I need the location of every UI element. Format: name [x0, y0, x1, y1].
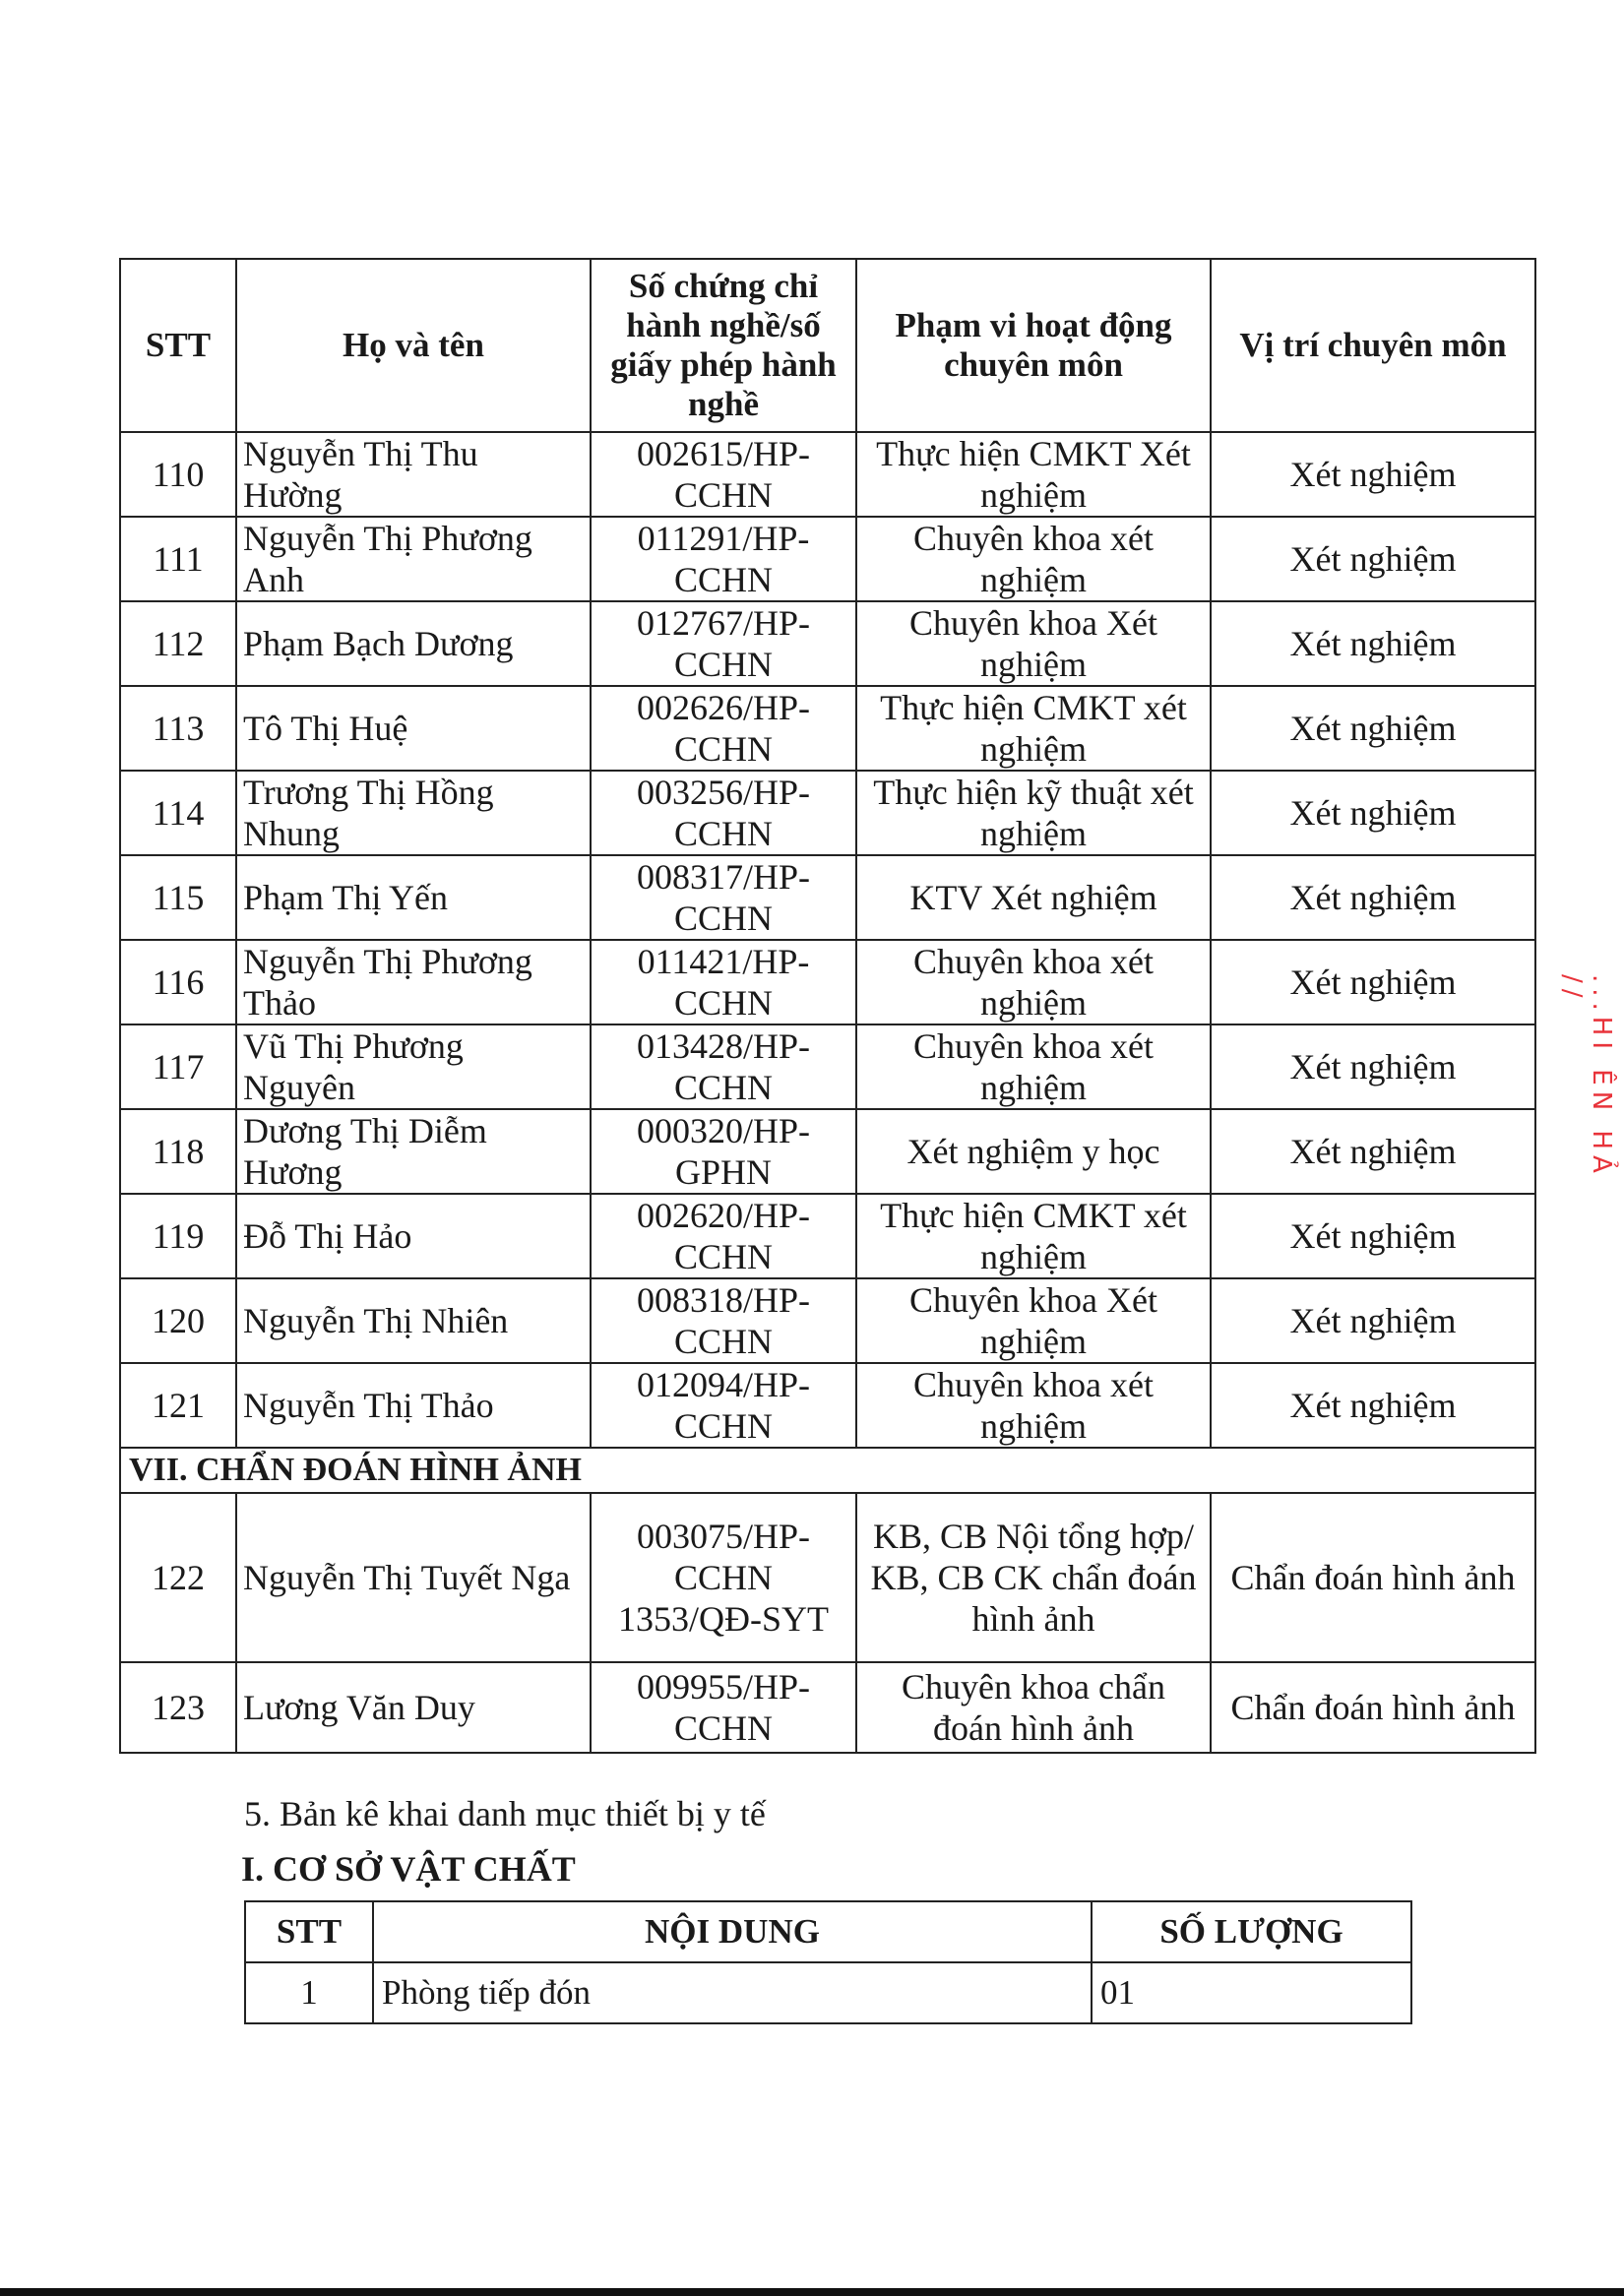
table-row	[120, 517, 1535, 601]
row-stt: 110	[120, 432, 236, 517]
row-position: Chẩn đoán hình ảnh	[1211, 1662, 1535, 1753]
facility-table-header	[245, 1901, 1411, 1962]
row-stt: 113	[120, 686, 236, 771]
table-row	[120, 1278, 1535, 1363]
row-position: Xét nghiệm	[1211, 686, 1535, 771]
row-stt: 111	[120, 517, 236, 601]
scan-edge	[0, 2288, 1624, 2296]
row-name: Nguyễn Thị Phương Thảo	[236, 940, 591, 1024]
row-name: Dương Thị Diễm Hương	[236, 1109, 591, 1194]
row-name: Trương Thị Hồng Nhung	[236, 771, 591, 855]
facility-table	[244, 1900, 1412, 2024]
table-row	[120, 855, 1535, 940]
row-stt: 118	[120, 1109, 236, 1194]
row-cert: 008317/HP-CCHN	[591, 855, 856, 940]
row-cert: 002626/HP-CCHN	[591, 686, 856, 771]
row-scope: Chuyên khoa xét nghiệm	[856, 517, 1211, 601]
table-row	[120, 1493, 1535, 1662]
row-cert: 002620/HP-CCHN	[591, 1194, 856, 1278]
row-cert: 012767/HP-CCHN	[591, 601, 856, 686]
row-stt: 115	[120, 855, 236, 940]
section-row	[120, 1448, 1535, 1493]
header-scope: Phạm vi hoạt động chuyên môn	[856, 259, 1211, 432]
row-stt: 122	[120, 1493, 236, 1662]
row-scope-line: KB, CB Nội tổng hợp/	[872, 1517, 1195, 1556]
header-name: Họ và tên	[236, 259, 591, 432]
facility-heading: I. CƠ SỞ VẬT CHẤT	[241, 1849, 576, 1889]
row-position: Xét nghiệm	[1211, 940, 1535, 1024]
row-position: Xét nghiệm	[1211, 1024, 1535, 1109]
row-position: Xét nghiệm	[1211, 1194, 1535, 1278]
facility-header-qty: SỐ LƯỢNG	[1092, 1901, 1411, 1962]
equipment-list-note: 5. Bản kê khai danh mục thiết bị y tế	[244, 1794, 766, 1833]
table-row	[120, 601, 1535, 686]
section-title: VII. CHẨN ĐOÁN HÌNH ẢNH	[120, 1448, 1535, 1493]
row-cert: 013428/HP-CCHN	[591, 1024, 856, 1109]
facility-header-content: NỘI DUNG	[373, 1901, 1092, 1962]
row-position: Xét nghiệm	[1211, 517, 1535, 601]
row-name: Đỗ Thị Hảo	[236, 1194, 591, 1278]
row-scope: Chuyên khoa xét nghiệm	[856, 1363, 1211, 1448]
row-position: Xét nghiệm	[1211, 771, 1535, 855]
row-position: Xét nghiệm	[1211, 432, 1535, 517]
row-scope: Thực hiện CMKT xét nghiệm	[856, 686, 1211, 771]
row-scope: Thực hiện CMKT xét nghiệm	[856, 1194, 1211, 1278]
facility-row-qty: 01	[1092, 1962, 1411, 2023]
row-stt: 123	[120, 1662, 236, 1753]
table-row	[120, 1109, 1535, 1194]
row-cert: 011291/HP-CCHN	[591, 517, 856, 601]
row-scope: Xét nghiệm y học	[856, 1109, 1211, 1194]
row-cert-line: 003075/HP-CCHN	[636, 1517, 810, 1597]
table-row	[120, 1194, 1535, 1278]
row-cert: 008318/HP-CCHN	[591, 1278, 856, 1363]
row-position: Xét nghiệm	[1211, 1363, 1535, 1448]
row-name: Lương Văn Duy	[236, 1662, 591, 1753]
table-row	[120, 1662, 1535, 1753]
row-stt: 119	[120, 1194, 236, 1278]
row-scope: Chuyên khoa xét nghiệm	[856, 1024, 1211, 1109]
row-scope: Chuyên khoa chẩn đoán hình ảnh	[856, 1662, 1211, 1753]
row-name: Nguyễn Thị Tuyết Nga	[236, 1493, 591, 1662]
facility-header-stt: STT	[245, 1901, 373, 1962]
header-stt: STT	[120, 259, 236, 432]
row-cert: 012094/HP-CCHN	[591, 1363, 856, 1448]
row-cert: 003256/HP-CCHN	[591, 771, 856, 855]
header-cert: Số chứng chỉ hành nghề/số giấy phép hành nghề	[591, 259, 856, 432]
table-row	[120, 1024, 1535, 1109]
table-row	[120, 432, 1535, 517]
row-scope: Chuyên khoa xét nghiệm	[856, 940, 1211, 1024]
row-name: Nguyễn Thị Phương Anh	[236, 517, 591, 601]
row-stt: 121	[120, 1363, 236, 1448]
row-cert: 009955/HP-CCHN	[591, 1662, 856, 1753]
row-cert: 000320/HP-GPHN	[591, 1109, 856, 1194]
row-position: Chẩn đoán hình ảnh	[1211, 1493, 1535, 1662]
table-row	[120, 940, 1535, 1024]
row-scope-line: KB, CB CK chẩn đoán hình ảnh	[870, 1558, 1197, 1639]
row-cert-line: 1353/QĐ-SYT	[618, 1599, 829, 1639]
row-name: Tô Thị Huệ	[236, 686, 591, 771]
row-stt: 117	[120, 1024, 236, 1109]
row-name: Phạm Thị Yến	[236, 855, 591, 940]
header-position: Vị trí chuyên môn	[1211, 259, 1535, 432]
staff-table-header	[120, 259, 1535, 432]
row-scope: KTV Xét nghiệm	[856, 855, 1211, 940]
row-cert: 002615/HP-CCHN	[591, 432, 856, 517]
row-name: Nguyễn Thị Thu Hường	[236, 432, 591, 517]
row-position: Xét nghiệm	[1211, 855, 1535, 940]
staff-table	[119, 258, 1536, 1754]
row-cert: 011421/HP-CCHN	[591, 940, 856, 1024]
row-stt: 114	[120, 771, 236, 855]
row-name: Vũ Thị Phương Nguyên	[236, 1024, 591, 1109]
table-row	[120, 1363, 1535, 1448]
row-stt: 116	[120, 940, 236, 1024]
row-name: Nguyễn Thị Thảo	[236, 1363, 591, 1448]
facility-row-content: Phòng tiếp đón	[373, 1962, 1092, 2023]
facility-row-stt: 1	[245, 1962, 373, 2023]
row-position: Xét nghiệm	[1211, 601, 1535, 686]
row-name: Phạm Bạch Dương	[236, 601, 591, 686]
table-row	[120, 771, 1535, 855]
row-stt: 112	[120, 601, 236, 686]
row-cert	[591, 1493, 856, 1662]
row-position: Xét nghiệm	[1211, 1278, 1535, 1363]
row-position: Xét nghiệm	[1211, 1109, 1535, 1194]
row-scope: Thực hiện CMKT Xét nghiệm	[856, 432, 1211, 517]
row-scope	[856, 1493, 1211, 1662]
row-scope: Chuyên khoa Xét nghiệm	[856, 1278, 1211, 1363]
table-row	[120, 686, 1535, 771]
table-row	[245, 1962, 1411, 2023]
row-scope: Chuyên khoa Xét nghiệm	[856, 601, 1211, 686]
row-stt: 120	[120, 1278, 236, 1363]
row-name: Nguyễn Thị Nhiên	[236, 1278, 591, 1363]
row-scope: Thực hiện kỹ thuật xét nghiệm	[856, 771, 1211, 855]
margin-stamp-mark: ...HI ÊN HẢ //	[1557, 974, 1616, 1179]
